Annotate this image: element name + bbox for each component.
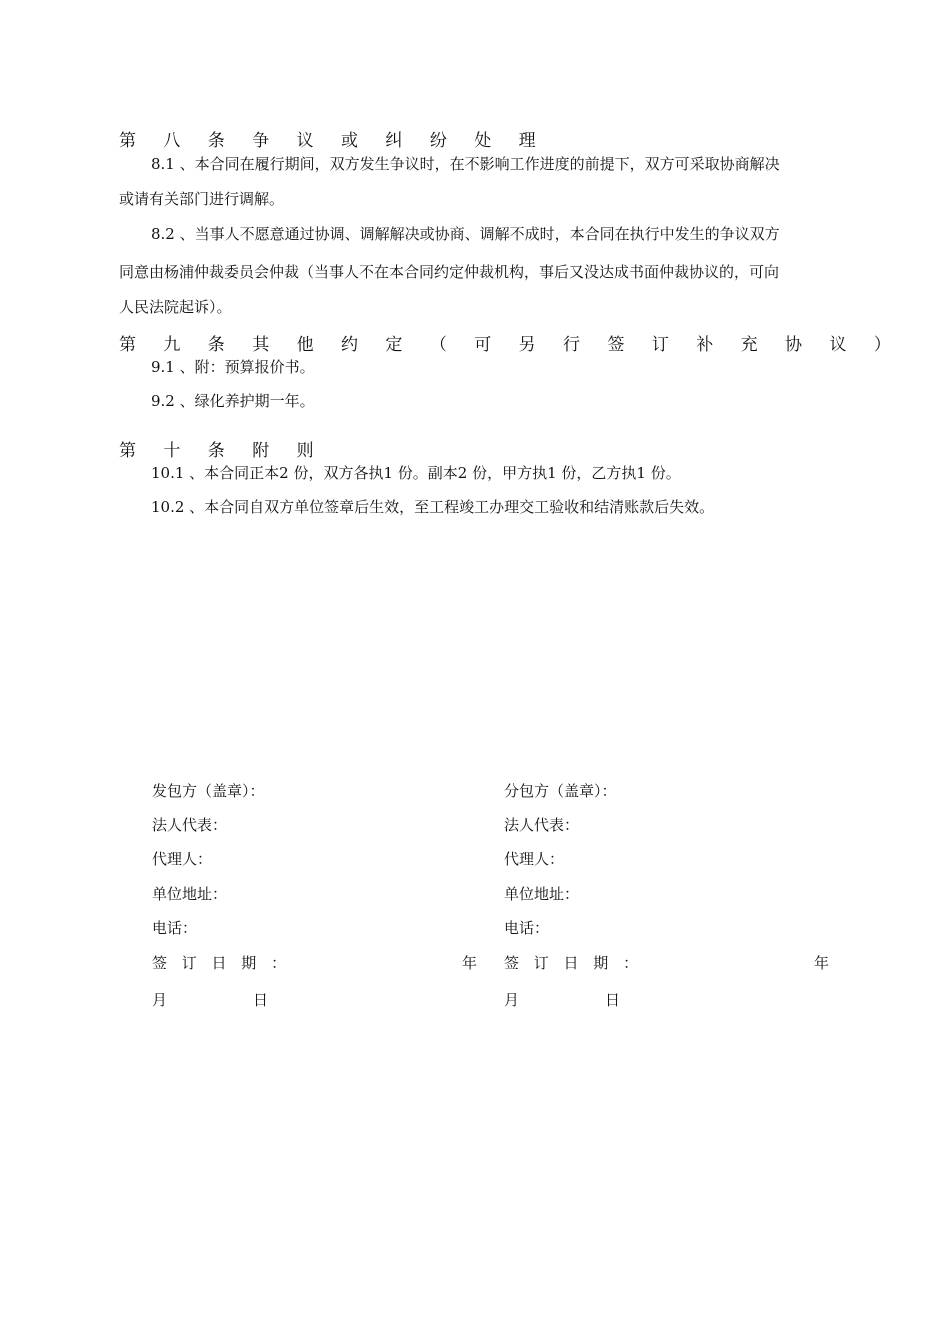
article-9-2: 9.2 、绿化养护期一年。 <box>151 392 315 410</box>
article-8-2-line-2: 同意由杨浦仲裁委员会仲裁（当事人不在本合同约定仲裁机构，事后又没达成书面仲裁协议的，可向 <box>119 263 780 281</box>
left-month-label: 月 <box>152 991 168 1009</box>
article-9-1: 9.1 、附：预算报价书。 <box>151 358 315 376</box>
left-phone-label: 电话： <box>152 919 198 937</box>
right-day-label: 日 <box>605 991 621 1009</box>
right-address-label: 单位地址： <box>504 885 580 903</box>
article-9-heading: 第 九 条 其 他 约 定 （ 可 另 行 签 订 补 充 协 议 ） <box>119 335 902 355</box>
article-10-2: 10.2 、本合同自双方单位签章后生效，至工程竣工办理交工验收和结清账款后失效。 <box>151 498 715 516</box>
left-year-label: 年 <box>462 954 478 972</box>
article-10-1: 10.1 、本合同正本2 份，双方各执1 份。副本2 份，甲方执1 份，乙方执1 份。 <box>151 464 681 482</box>
left-legal-rep-label: 法人代表： <box>152 816 228 834</box>
article-8-heading: 第 八 条 争 议 或 纠 纷 处 理 <box>119 131 547 151</box>
right-phone-label: 电话： <box>504 919 550 937</box>
right-legal-rep-label: 法人代表： <box>504 816 580 834</box>
article-8-2-line-1: 8.2 、当事人不愿意通过协调、调解解决或协商、调解不成时，本合同在执行中发生的争议双方 <box>151 225 780 243</box>
left-agent-label: 代理人： <box>152 850 213 868</box>
article-8-1-line-2: 或请有关部门进行调解。 <box>119 190 285 208</box>
left-party-seal-label: 发包方（盖章）： <box>152 782 265 800</box>
article-8-2-line-3: 人民法院起诉）。 <box>119 298 232 316</box>
right-agent-label: 代理人： <box>504 850 565 868</box>
right-year-label: 年 <box>814 954 830 972</box>
article-8-1-line-1: 8.1 、本合同在履行期间，双方发生争议时，在不影响工作进度的前提下，双方可采取协商解决 <box>151 155 780 173</box>
right-month-label: 月 <box>504 991 520 1009</box>
left-day-label: 日 <box>253 991 269 1009</box>
article-10-heading: 第 十 条 附 则 <box>119 441 325 461</box>
left-address-label: 单位地址： <box>152 885 228 903</box>
left-date-label: 签 订 日 期 ： <box>152 954 292 972</box>
right-date-label: 签 订 日 期 ： <box>504 954 644 972</box>
right-party-seal-label: 分包方（盖章）： <box>504 782 617 800</box>
